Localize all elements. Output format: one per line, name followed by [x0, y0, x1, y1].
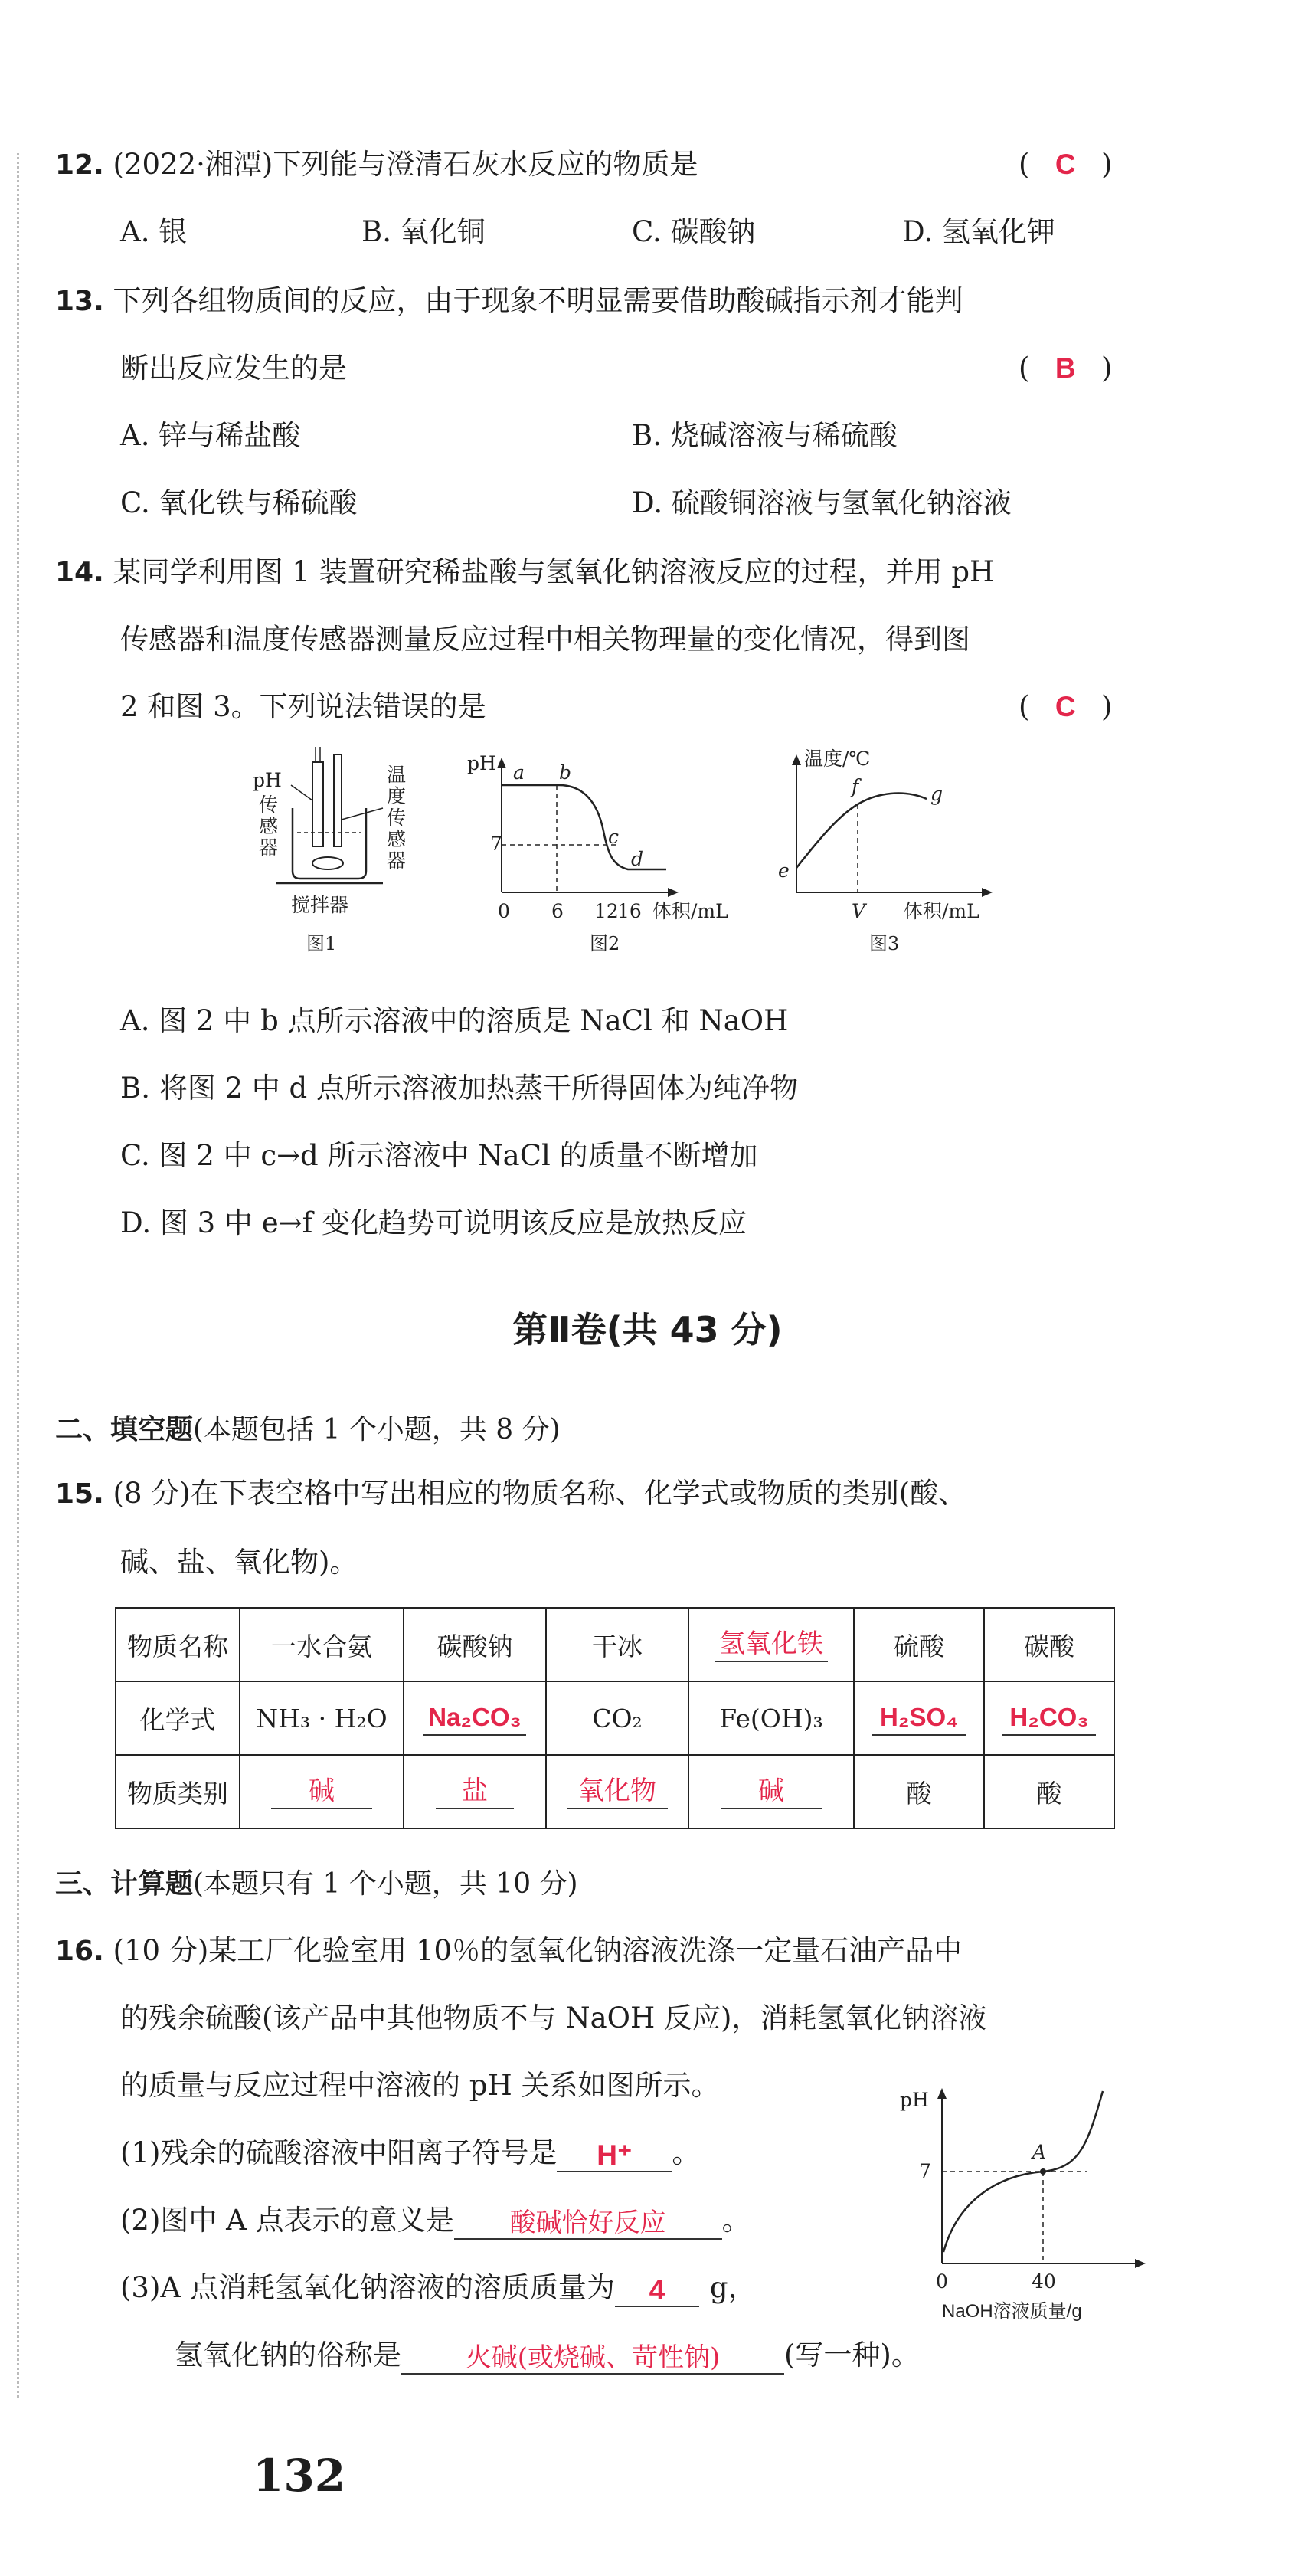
q16-sub1-prefix: (1)残余的硫酸溶液中阳离子符号是: [120, 2136, 558, 2169]
q13-stem-line2: 断出反应发生的是: [120, 352, 347, 385]
q15-row-header: 化学式: [116, 1681, 240, 1755]
fig1-apparatus: [253, 747, 406, 954]
q15-formula-cell-answer: [984, 1681, 1114, 1755]
fig1-temp-sensor-4: 感: [387, 828, 407, 850]
q14-answer: C: [1055, 691, 1076, 722]
q14-option-c: C. 图 2 中 c→d 所示溶液中 NaCl 的质量不断增加: [120, 1139, 758, 1172]
q12-stem-text: (2022·湘潭)下列能与澄清石灰水反应的物质是: [113, 148, 698, 181]
q15-answer-category: 碱: [271, 1774, 372, 1809]
q16-chart: [881, 2068, 1156, 2329]
q15-answer-formula: Na₂CO₃: [423, 1700, 526, 1736]
fig2-x-tick-12: 12: [594, 900, 619, 922]
paren-left: (: [1019, 690, 1030, 723]
fig2-caption: 图2: [590, 933, 620, 954]
fig3-point-f: f: [852, 775, 859, 797]
q16-sub4: [175, 2336, 920, 2375]
q16-stem-line1: [55, 1932, 962, 1971]
q12-option-d: D. 氢氧化钾: [902, 215, 1055, 248]
q13-option-c: C. 氧化铁与稀硫酸: [120, 486, 358, 519]
q15-row-formulas: [116, 1681, 1114, 1755]
q15-name-cell: 碳酸钠: [404, 1608, 546, 1681]
fig2-point-b: b: [559, 761, 572, 784]
section3-heading: [55, 1865, 578, 1903]
q16-sub2-prefix: (2)图中 A 点表示的意义是: [120, 2204, 454, 2237]
fig2-chart: [467, 752, 728, 954]
q16-sub2-answer: 酸碱恰好反应: [454, 2208, 722, 2240]
q15-name-cell: 一水合氨: [240, 1608, 404, 1681]
fig2-point-d: d: [631, 848, 644, 870]
q12-option-c: C. 碳酸钠: [632, 215, 756, 248]
q15-stem-line2: 碱、盐、氧化物)。: [120, 1546, 358, 1579]
fig3-x-tick-v: V: [852, 900, 866, 922]
fig1-temp-sensor-5: 器: [387, 849, 407, 872]
q15-row-header: 物质名称: [116, 1608, 240, 1681]
q16-sub3-prefix: (3)A 点消耗氢氧化钠溶液的溶质质量为: [120, 2271, 615, 2304]
q16-y-label: pH: [900, 2089, 929, 2111]
q14-stem-line2: 传感器和温度传感器测量反应过程中相关物理量的变化情况，得到图: [120, 623, 970, 656]
fig2-point-a: a: [513, 761, 525, 784]
q13-stem-line1: [55, 282, 963, 321]
q14-option-a: A. 图 2 中 b 点所示溶液中的溶质是 NaCl 和 NaOH: [120, 1004, 789, 1037]
fig1-temp-sensor-3: 传: [387, 807, 407, 829]
q14-option-d: D. 图 3 中 e→f 变化趋势可说明该反应是放热反应: [120, 1206, 747, 1239]
fig2-x-tick-6: 6: [551, 900, 564, 922]
q15-row-header: 物质类别: [116, 1755, 240, 1828]
q16-sub3-answer: 4: [615, 2275, 699, 2307]
q14-option-b: B. 将图 2 中 d 点所示溶液加热蒸干所得固体为纯净物: [120, 1072, 798, 1105]
q16-number: 16.: [55, 1936, 104, 1967]
paren-right: ): [1100, 352, 1113, 385]
q16-sub3: [120, 2269, 757, 2307]
q15-name-cell: 碳酸: [984, 1608, 1114, 1681]
fig3-x-label: 体积/mL: [904, 900, 979, 922]
q13-option-d: D. 硫酸铜溶液与氢氧化钠溶液: [632, 486, 1012, 519]
q15-stem-line1: [55, 1475, 966, 1514]
fig1-ph-label: pH: [253, 769, 282, 791]
q14-answer-box: [1019, 688, 1112, 726]
q15-answer-formula: H₂CO₃: [1002, 1700, 1096, 1736]
q15-name-cell: 干冰: [546, 1608, 688, 1681]
q14-figures: [230, 747, 1034, 992]
q13-stem-text1: 下列各组物质间的反应，由于现象不明显需要借助酸碱指示剂才能判: [113, 284, 963, 317]
q16-stem-line3: 的质量与反应过程中溶液的 pH 关系如图所示。: [120, 2069, 720, 2102]
q15-answer-category: 氧化物: [567, 1774, 668, 1809]
q16-sub4-answer: 火碱(或烧碱、苛性钠): [401, 2342, 784, 2375]
fig3-point-g: g: [930, 783, 943, 805]
q16-sub3-suffix: g，: [709, 2271, 757, 2304]
fig1-caption: 图1: [306, 933, 337, 954]
q16-x-tick-0: 0: [936, 2270, 948, 2293]
q15-name-cell-answer: [688, 1608, 854, 1681]
q15-category-cell: [240, 1755, 404, 1828]
paren-right: ): [1100, 148, 1113, 181]
q14-stem-line3: 2 和图 3。下列说法错误的是: [120, 690, 486, 723]
q15-stem-text1: (8 分)在下表空格中写出相应的物质名称、化学式或物质的类别(酸、: [113, 1477, 967, 1510]
q16-stem-line2: 的残余硫酸(该产品中其他物质不与 NaOH 反应)，消耗氢氧化钠溶液: [120, 2002, 987, 2034]
q15-table: [115, 1607, 1115, 1829]
fig2-x-tick-0: 0: [498, 900, 510, 922]
q15-row-names: [116, 1608, 1114, 1681]
q16-sub4-suffix: (写一种)。: [784, 2339, 920, 2371]
q15-row-categories: [116, 1755, 1114, 1828]
q16-sub2-suffix: 。: [721, 2204, 751, 2237]
q15-number: 15.: [55, 1478, 104, 1510]
q15-category-cell: 酸: [854, 1755, 984, 1828]
q16-x-label: NaOH溶液质量/g: [942, 2301, 1082, 2322]
q15-answer-category: 碱: [721, 1774, 822, 1809]
q12-number: 12.: [55, 149, 104, 181]
page-number: 132: [253, 2450, 346, 2502]
section2-heading: [55, 1411, 561, 1449]
q16-sub1-suffix: 。: [672, 2136, 701, 2169]
q12-option-b: B. 氧化铜: [361, 215, 486, 248]
fig2-point-c: c: [608, 826, 620, 848]
paren-left: (: [1019, 148, 1030, 181]
q16-sub1-answer: H⁺: [557, 2140, 672, 2172]
section2-note: (本题包括 1 个小题，共 8 分): [193, 1414, 561, 1445]
q12-option-a: A. 银: [120, 215, 188, 248]
paren-right: ): [1100, 690, 1113, 723]
q15-formula-cell: NH₃ · H₂O: [240, 1681, 404, 1755]
q12-answer: C: [1055, 149, 1076, 180]
q12-stem: [55, 146, 698, 185]
q15-answer-name: 氢氧化铁: [715, 1627, 828, 1662]
fig3-y-label: 温度/℃: [804, 748, 871, 770]
q15-name-cell: 硫酸: [854, 1608, 984, 1681]
fig1-ph-sensor-1: 传: [259, 794, 279, 816]
fig3-caption: 图3: [869, 933, 900, 954]
fig2-y-label: pH: [467, 752, 496, 774]
q12-answer-box: [1019, 146, 1112, 184]
q14-stem-line1: [55, 553, 994, 592]
part2-title: 第Ⅱ卷(共 43 分): [512, 1309, 783, 1350]
q15-formula-cell-answer: [404, 1681, 546, 1755]
q13-option-b: B. 烧碱溶液与稀硫酸: [632, 419, 898, 452]
fig2-y-tick-7: 7: [490, 833, 502, 855]
q15-category-cell: [404, 1755, 546, 1828]
fig3-curve: [796, 794, 927, 868]
q15-category-cell: [546, 1755, 688, 1828]
q15-answer-category: 盐: [436, 1774, 514, 1809]
fig2-x-tick-16: 16: [617, 900, 642, 922]
section3-label: 三、计算题: [55, 1868, 194, 1900]
q13-answer-box: [1019, 349, 1112, 388]
section3-note: (本题只有 1 个小题，共 10 分): [193, 1868, 578, 1900]
fig1-ph-sensor-3: 器: [259, 836, 279, 859]
binding-margin: [17, 153, 21, 2398]
q16-sub4-prefix: 氢氧化钠的俗称是: [175, 2339, 401, 2371]
q15-formula-cell: Fe(OH)₃: [688, 1681, 854, 1755]
q16-sub1: [120, 2134, 700, 2172]
fig1-ph-sensor-2: 感: [259, 815, 279, 837]
q16-x-tick-40: 40: [1032, 2270, 1056, 2293]
fig2-x-label: 体积/mL: [652, 900, 728, 922]
q16-point-a-label: A: [1032, 2141, 1047, 2163]
fig1-temp-sensor-2: 度: [387, 785, 407, 807]
fig1-temp-sensor-1: 温: [387, 764, 407, 786]
q15-answer-formula: H₂SO₄: [872, 1700, 966, 1736]
q13-answer: B: [1055, 352, 1076, 384]
paren-left: (: [1019, 352, 1030, 385]
q15-formula-cell: CO₂: [546, 1681, 688, 1755]
section2-label: 二、填空题: [55, 1414, 194, 1445]
q16-point-a-marker: [1040, 2168, 1046, 2175]
q13-option-a: A. 锌与稀盐酸: [120, 419, 301, 452]
q15-formula-cell-answer: [854, 1681, 984, 1755]
q15-category-cell: [688, 1755, 854, 1828]
q16-y-tick-7: 7: [919, 2160, 931, 2182]
q15-category-cell: 酸: [984, 1755, 1114, 1828]
q16-sub2: [120, 2201, 751, 2240]
q14-stem-text1: 某同学利用图 1 装置研究稀盐酸与氢氧化钠溶液反应的过程，并用 pH: [113, 555, 995, 588]
q16-stem-text1: (10 分)某工厂化验室用 10％的氢氧化钠溶液洗涤一定量石油产品中: [113, 1934, 963, 1967]
fig1-stirrer-label: 搅拌器: [291, 894, 349, 916]
fig3-chart: [778, 748, 993, 954]
fig3-point-e: e: [778, 859, 790, 882]
q13-number: 13.: [55, 286, 104, 317]
q14-number: 14.: [55, 557, 104, 588]
